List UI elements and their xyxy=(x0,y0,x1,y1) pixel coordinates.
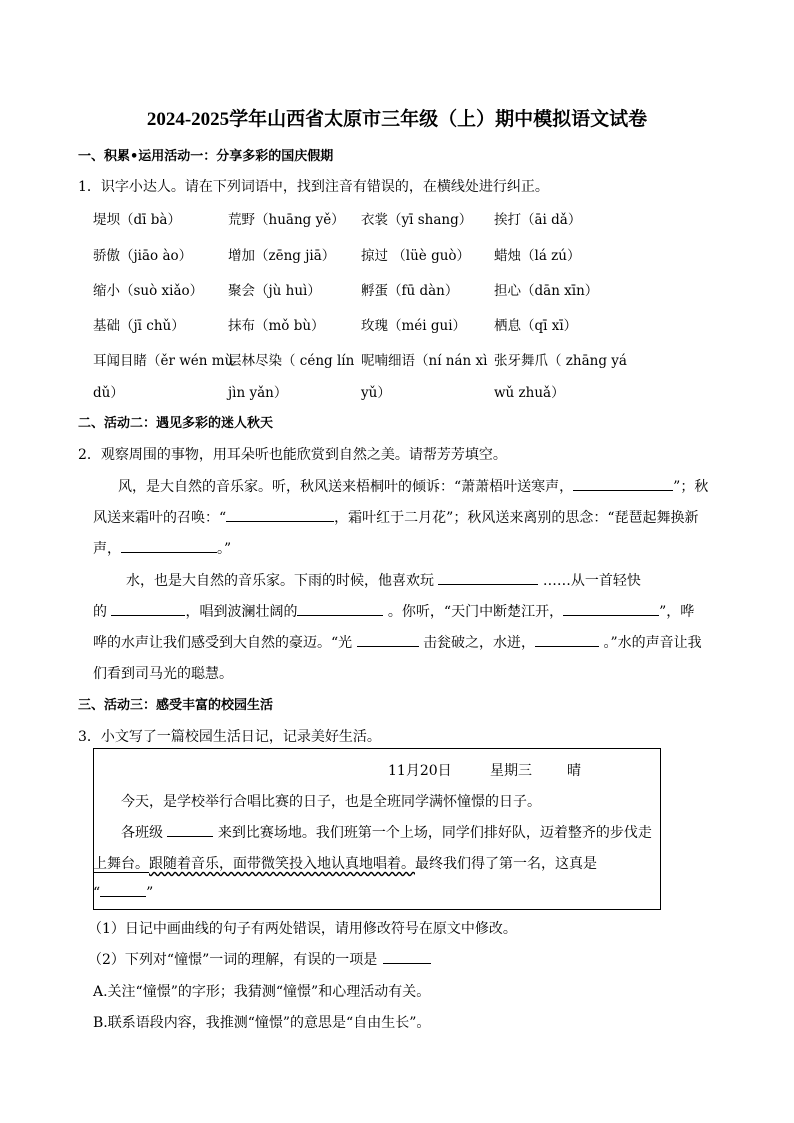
diary-line: 上舞台。跟随着音乐，面带微笑投入地认真地唱着。最终我们得了第一名，这真是 xyxy=(93,856,597,872)
answer-blank[interactable] xyxy=(121,538,217,553)
answer-blank[interactable] xyxy=(383,949,431,964)
word-cell: 层林尽染（ céng lín xyxy=(228,353,355,369)
word-cell: 玫瑰（méi gui） xyxy=(361,318,467,334)
page-title: 2024-2025学年山西省太原市三年级（上）期中模拟语文试卷 xyxy=(146,109,648,130)
diary-line: “ ” xyxy=(93,882,153,901)
word-cell: 耳闻目睹（ěr wén mù xyxy=(93,353,234,369)
word-cell: 聚会（jù huì） xyxy=(228,283,321,299)
diary-line: 今天，是学校举行合唱比赛的日子，也是全班同学满怀憧憬的日子。 xyxy=(121,794,541,810)
answer-blank[interactable] xyxy=(111,601,185,616)
word-cell: 张牙舞爪（ zhāng yá xyxy=(494,353,627,369)
answer-blank[interactable] xyxy=(438,570,538,585)
word-cell: 栖息（qī xī） xyxy=(494,318,578,334)
answer-blank[interactable] xyxy=(563,601,659,616)
answer-blank[interactable] xyxy=(297,601,383,616)
diary-weather: 晴 xyxy=(567,763,581,779)
word-cell: dǔ） xyxy=(93,385,124,401)
answer-blank[interactable] xyxy=(167,822,213,837)
sub-question-1: （1）日记中画曲线的句子有两处错误，请用修改符号在原文中修改。 xyxy=(88,921,517,937)
word-cell: 荒野（huāng yě） xyxy=(228,212,345,228)
word-cell: yǔ） xyxy=(361,385,391,401)
answer-blank[interactable] xyxy=(573,476,673,491)
word-cell: 抹布（mǒ bù） xyxy=(228,318,325,334)
word-cell: 挨打（āi dǎ） xyxy=(494,212,582,228)
question-2-stem: 2．观察周围的事物，用耳朵听也能欣赏到自然之美。请帮芳芳填空。 xyxy=(78,447,507,463)
sub-question-2: （2）下列对“憧憬”一词的理解，有误的一项是 xyxy=(88,949,431,969)
paragraph-line: 们看到司马光的聪慧。 xyxy=(93,666,233,682)
word-cell: wǔ zhuǎ） xyxy=(494,385,565,401)
question-3-stem: 3．小文写了一篇校园生活日记，记录美好生活。 xyxy=(78,729,381,745)
paragraph-line: 声， 。” xyxy=(93,538,231,558)
paragraph-line: 风送来霜叶的召唤：“ ，霜叶红于二月花”；秋风送来离别的思念：“琵琶起舞换新 xyxy=(93,507,699,527)
diary-weekday: 星期三 xyxy=(490,763,532,779)
word-cell: 骄傲（jiāo ào） xyxy=(93,248,193,264)
paragraph-line: 哗的水声让我们感受到大自然的豪迈。“光 击瓮破之，水迸， 。”水的声音让我 xyxy=(93,632,702,652)
answer-blank[interactable] xyxy=(535,632,599,647)
answer-blank[interactable] xyxy=(226,507,334,522)
answer-blank[interactable] xyxy=(357,632,419,647)
word-cell: 担心（dān xīn） xyxy=(494,283,599,299)
answer-blank[interactable] xyxy=(100,882,146,897)
paragraph-line: 风，是大自然的音乐家。听，秋风送来梧桐叶的倾诉：“萧萧梧叶送寒声， ”；秋 xyxy=(118,476,708,496)
paragraph-line: 水，也是大自然的音乐家。下雨的时候，他喜欢玩 ……从一首轻快 xyxy=(126,570,641,590)
word-cell: jìn yǎn） xyxy=(228,385,288,401)
word-cell: 堤坝（dī bà） xyxy=(93,212,181,228)
section-heading-2: 二、活动二：遇见多彩的迷人秋天 xyxy=(78,416,274,431)
word-cell: 孵蛋（fū dàn） xyxy=(361,283,459,299)
word-cell: 基础（jī chǔ） xyxy=(93,318,185,334)
section-heading-3: 三、活动三：感受丰富的校园生活 xyxy=(78,698,274,713)
word-cell: 增加（zēng jiā） xyxy=(228,248,336,264)
word-cell: 掠过 （lüè guò） xyxy=(361,248,471,264)
option-b: B.联系语段内容，我推测“憧憬”的意思是“自由生长”。 xyxy=(93,1015,431,1031)
diary-date: 11月20日 xyxy=(388,763,452,779)
section-heading-1: 一、积累•运用活动一：分享多彩的国庆假期 xyxy=(78,149,334,164)
paragraph-line: 的 ，唱到波澜壮阔的 。你听，“天门中断楚江开， ”，哗 xyxy=(93,601,694,621)
word-cell: 衣裳（yī shang） xyxy=(361,212,473,228)
diary-line: 各班级 来到比赛场地。我们班第一个上场，同学们排好队，迈着整齐的步伐走 xyxy=(121,822,652,842)
wavy-underlined-sentence: 跟随着音乐，面带微笑投入地认真地唱着。 xyxy=(149,856,415,872)
question-1-stem: 1．识字小达人。请在下列词语中，找到注音有错误的，在横线处进行纠正。 xyxy=(78,179,549,195)
option-a: A.关注“憧憬”的字形；我猜测“憧憬”和心理活动有关。 xyxy=(93,984,431,1000)
word-cell: 呢喃细语（ní nán xì xyxy=(361,353,488,369)
word-cell: 蜡烛（lá zú） xyxy=(494,248,581,264)
word-cell: 缩小（suò xiǎo） xyxy=(93,283,204,299)
